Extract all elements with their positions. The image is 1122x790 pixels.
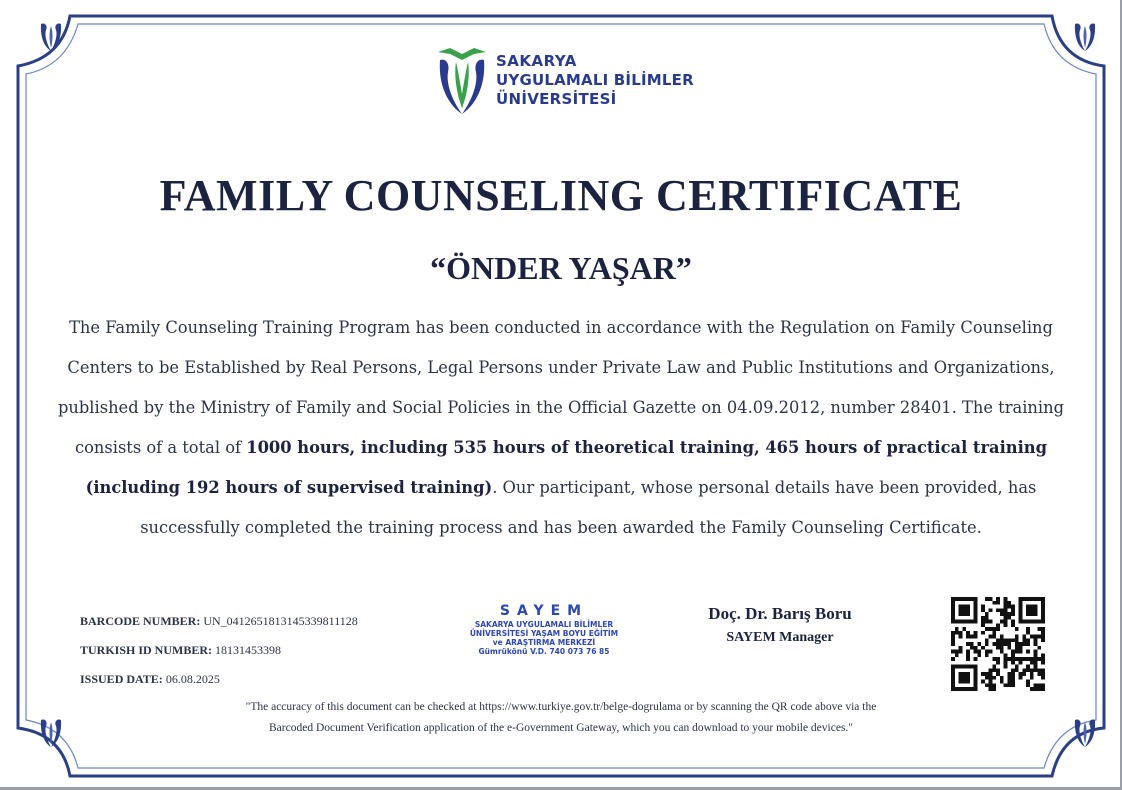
logo-line: UYGULAMALI BİLİMLER bbox=[496, 70, 694, 89]
university-emblem-icon bbox=[38, 716, 64, 750]
barcode-row bbox=[80, 610, 358, 639]
university-logo-icon bbox=[434, 42, 490, 118]
verification-note bbox=[150, 697, 972, 739]
tc-id-row bbox=[80, 639, 358, 668]
barcode-label: BARCODE NUMBER: bbox=[80, 614, 201, 628]
tc-id-value: 18131453398 bbox=[215, 643, 282, 657]
stamp-title: SAYEM bbox=[499, 603, 589, 619]
verification-note-line: "The accuracy of this document can be checked at https://www.turkiye.gov.tr/belge-dogrulama or by scanning the QR code above via the bbox=[245, 701, 877, 713]
university-emblem-icon bbox=[1072, 716, 1098, 750]
signatory bbox=[660, 602, 900, 650]
certificate-details bbox=[80, 610, 358, 697]
stamp-line: ÜNİVERSİTESİ YAŞAM BOYU EĞİTİM bbox=[469, 629, 619, 638]
issued-date-value: 06.08.2025 bbox=[165, 672, 220, 686]
issued-date-row bbox=[80, 668, 358, 697]
stamp-line: SAKARYA UYGULAMALI BİLİMLER bbox=[474, 620, 614, 629]
certificate-body bbox=[55, 308, 1067, 548]
official-stamp bbox=[452, 603, 636, 656]
tc-id-label: TURKISH ID NUMBER: bbox=[80, 643, 213, 657]
body-text-part: The Family Counseling Training Program has been conducted in accordance with the Regulation on Family Counseling Centers to be Established by Real Persons, Legal Persons under Private Law and Public Institutions and Organizations, published by the Ministry of Family and Social Policies in the Official Gazette on 04.09.2012, number 28401. The training consists of a total of bbox=[57, 318, 1065, 457]
university-name bbox=[496, 52, 694, 109]
logo-line: ÜNİVERSİTESİ bbox=[496, 89, 617, 108]
recipient-name: “ÖNDER YAŞAR” bbox=[430, 250, 692, 286]
signatory-name: Doç. Dr. Barış Boru bbox=[708, 604, 852, 623]
barcode-value: UN_0412651813145339811128 bbox=[203, 614, 358, 628]
signatory-role: SAYEM Manager bbox=[726, 630, 834, 645]
verification-note-line: Barcoded Document Verification application of the e-Government Gateway, which you can download to your mobile devices." bbox=[269, 722, 853, 734]
qr-code-icon[interactable] bbox=[951, 597, 1045, 691]
university-emblem-icon bbox=[1072, 20, 1098, 54]
stamp-line: ve ARAŞTIRMA MERKEZİ bbox=[492, 638, 596, 647]
issued-date-label: ISSUED DATE: bbox=[80, 672, 163, 686]
body-text-part: . Our participant, whose personal details have been provided, has successfully completed the training process and has been awarded the Family Counseling Certificate. bbox=[140, 478, 1037, 537]
logo-line: SAKARYA bbox=[496, 51, 577, 70]
stamp-line: Gümrükönü V.D. 740 073 76 85 bbox=[478, 647, 610, 656]
certificate-title: FAMILY COUNSELING CERTIFICATE bbox=[159, 171, 963, 220]
university-logo bbox=[434, 42, 694, 118]
university-emblem-icon bbox=[38, 20, 64, 54]
body-text-hours: 1000 hours, including 535 hours of theoretical training, 465 hours of practical training (including 192 hours of supervised training) bbox=[85, 438, 1047, 497]
